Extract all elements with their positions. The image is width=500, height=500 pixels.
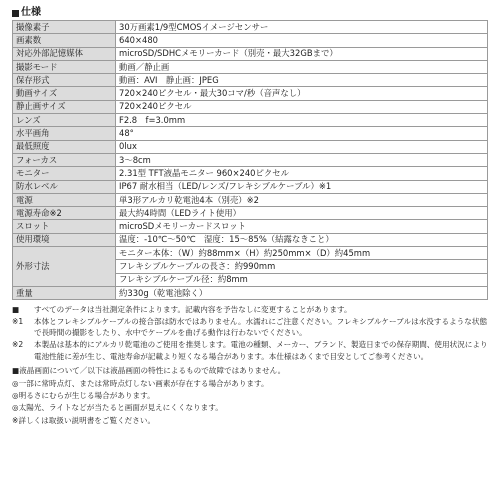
- spec-label: モニター: [13, 167, 116, 180]
- note-text: 本製品は基本的にアルカリ乾電池のご使用を推奨します。電池の種類、メーカー、ブランド、製造日までの保存期間、使用状況により電池性能に差が生じ、電池寿命が記載より短くなる場合があります。本仕様はあくまで目安としてご参考ください。: [34, 340, 488, 361]
- spec-row: [13, 87, 488, 100]
- spec-value: microSDメモリーカードスロット: [116, 220, 488, 233]
- spec-row: [13, 167, 488, 180]
- spec-value: 0lux: [116, 140, 488, 153]
- spec-label: スロット: [13, 220, 116, 233]
- lcd-note-item: ◎一部に常時点灯、または常時点灯しない画素が存在する場合があります。: [12, 378, 269, 388]
- spec-row: [13, 207, 488, 220]
- spec-label: 使用環境: [13, 233, 116, 246]
- spec-label: 動画サイズ: [13, 87, 116, 100]
- note-text: すべてのデータは当社測定条件によります。記載内容を予告なしに変更することがあります。: [34, 305, 352, 315]
- spec-label: 重量: [13, 286, 116, 299]
- spec-row: [13, 100, 488, 113]
- spec-label: レンズ: [13, 114, 116, 127]
- spec-value: 2.31型 TFT液晶モニター 960×240ピクセル: [116, 167, 488, 180]
- note-item: [12, 304, 488, 316]
- note-mark: ※1: [12, 316, 24, 326]
- spec-row: [13, 127, 488, 140]
- spec-row: [13, 140, 488, 153]
- spec-label: 静止画サイズ: [13, 100, 116, 113]
- spec-row: [13, 220, 488, 233]
- spec-row: [13, 60, 488, 73]
- spec-label: 防水レベル: [13, 180, 116, 193]
- spec-value: 温度：-10℃～50℃ 湿度：15～85%（結露なきこと）: [116, 233, 488, 246]
- spec-value: 3～8cm: [116, 153, 488, 166]
- spec-value: 720×240ピクセル: [116, 100, 488, 113]
- spec-label: 電源寿命※2: [13, 207, 116, 220]
- spec-label: フォーカス: [13, 153, 116, 166]
- spec-value: 約330g（乾電池除く）: [116, 286, 488, 299]
- spec-heading: [12, 6, 488, 20]
- note-item: [12, 316, 488, 339]
- spec-value: フレキシブルケーブル径：約8mm: [116, 273, 488, 286]
- spec-table: [12, 20, 488, 300]
- spec-row: [13, 47, 488, 60]
- spec-row: [13, 286, 488, 299]
- spec-label: 撮像素子: [13, 21, 116, 34]
- lcd-note-item: ◎太陽光、ライトなどが当たると画面が見えにくくなります。: [12, 403, 223, 413]
- spec-row: [13, 34, 488, 47]
- spec-label: 水平画角: [13, 127, 116, 140]
- lcd-notes-title: ■液晶画面について／以下は液晶画面の特性によるもので故障ではありません。: [12, 366, 286, 376]
- note-item: [12, 339, 488, 362]
- spec-label: 外形寸法: [13, 247, 116, 287]
- spec-label: 最低照度: [13, 140, 116, 153]
- note-mark: ※2: [12, 340, 24, 350]
- spec-row: [13, 153, 488, 166]
- spec-value: 動画／静止画: [116, 60, 488, 73]
- spec-value: モニター本体：（W）約88mm×（H）約250mm×（D）約45mm: [116, 247, 488, 260]
- spec-value: F2.8 f=3.0mm: [116, 114, 488, 127]
- spec-label: 撮影モード: [13, 60, 116, 73]
- lcd-note-item: ※詳しくは取扱い説明書をご覧ください。: [12, 415, 156, 425]
- square-bullet-icon: [12, 10, 19, 17]
- spec-value: IP67 耐水相当（LED/レンズ/フレキシブルケーブル）※1: [116, 180, 488, 193]
- spec-label: 画素数: [13, 34, 116, 47]
- spec-document: [12, 6, 488, 427]
- spec-label: 電源: [13, 193, 116, 206]
- spec-row: [13, 21, 488, 34]
- notes-section: [12, 304, 488, 362]
- note-text: 本体とフレキシブルケーブルの接合部は防水ではありません。水濡れにご注意ください。フレキシブルケーブルは水没するような状態で長時間の撮影をしたり、水中でケーブルを曲げる動作は行わないでください。: [34, 316, 488, 338]
- spec-label: 保存形式: [13, 74, 116, 87]
- spec-label: 対応外部記憶媒体: [13, 47, 116, 60]
- spec-value: 30万画素1/9型CMOSイメージセンサー: [116, 21, 488, 34]
- lcd-note-item: ◎明るさにむらが生じる場合があります。: [12, 391, 155, 401]
- spec-value: フレキシブルケーブルの長さ：約990mm: [116, 260, 488, 273]
- spec-row: [13, 233, 488, 246]
- lcd-notes-section: [12, 365, 488, 427]
- spec-row: [13, 180, 488, 193]
- spec-value: 720×240ピクセル・最大30コマ/秒（音声なし）: [116, 87, 488, 100]
- spec-value: microSD/SDHCメモリーカード（別売・最大32GBまで）: [116, 47, 488, 60]
- spec-row: [13, 74, 488, 87]
- note-mark: ■: [12, 305, 20, 315]
- spec-row: [13, 193, 488, 206]
- spec-value: 48°: [116, 127, 488, 140]
- spec-heading-text: 仕様: [21, 7, 41, 18]
- spec-value: 最大約4時間（LEDライト使用）: [116, 207, 488, 220]
- spec-value: 単3形アルカリ乾電池4本（別売）※2: [116, 193, 488, 206]
- spec-row: [13, 247, 488, 260]
- spec-value: 640×480: [116, 34, 488, 47]
- spec-row: [13, 114, 488, 127]
- spec-value: 動画：AVI 静止画：JPEG: [116, 74, 488, 87]
